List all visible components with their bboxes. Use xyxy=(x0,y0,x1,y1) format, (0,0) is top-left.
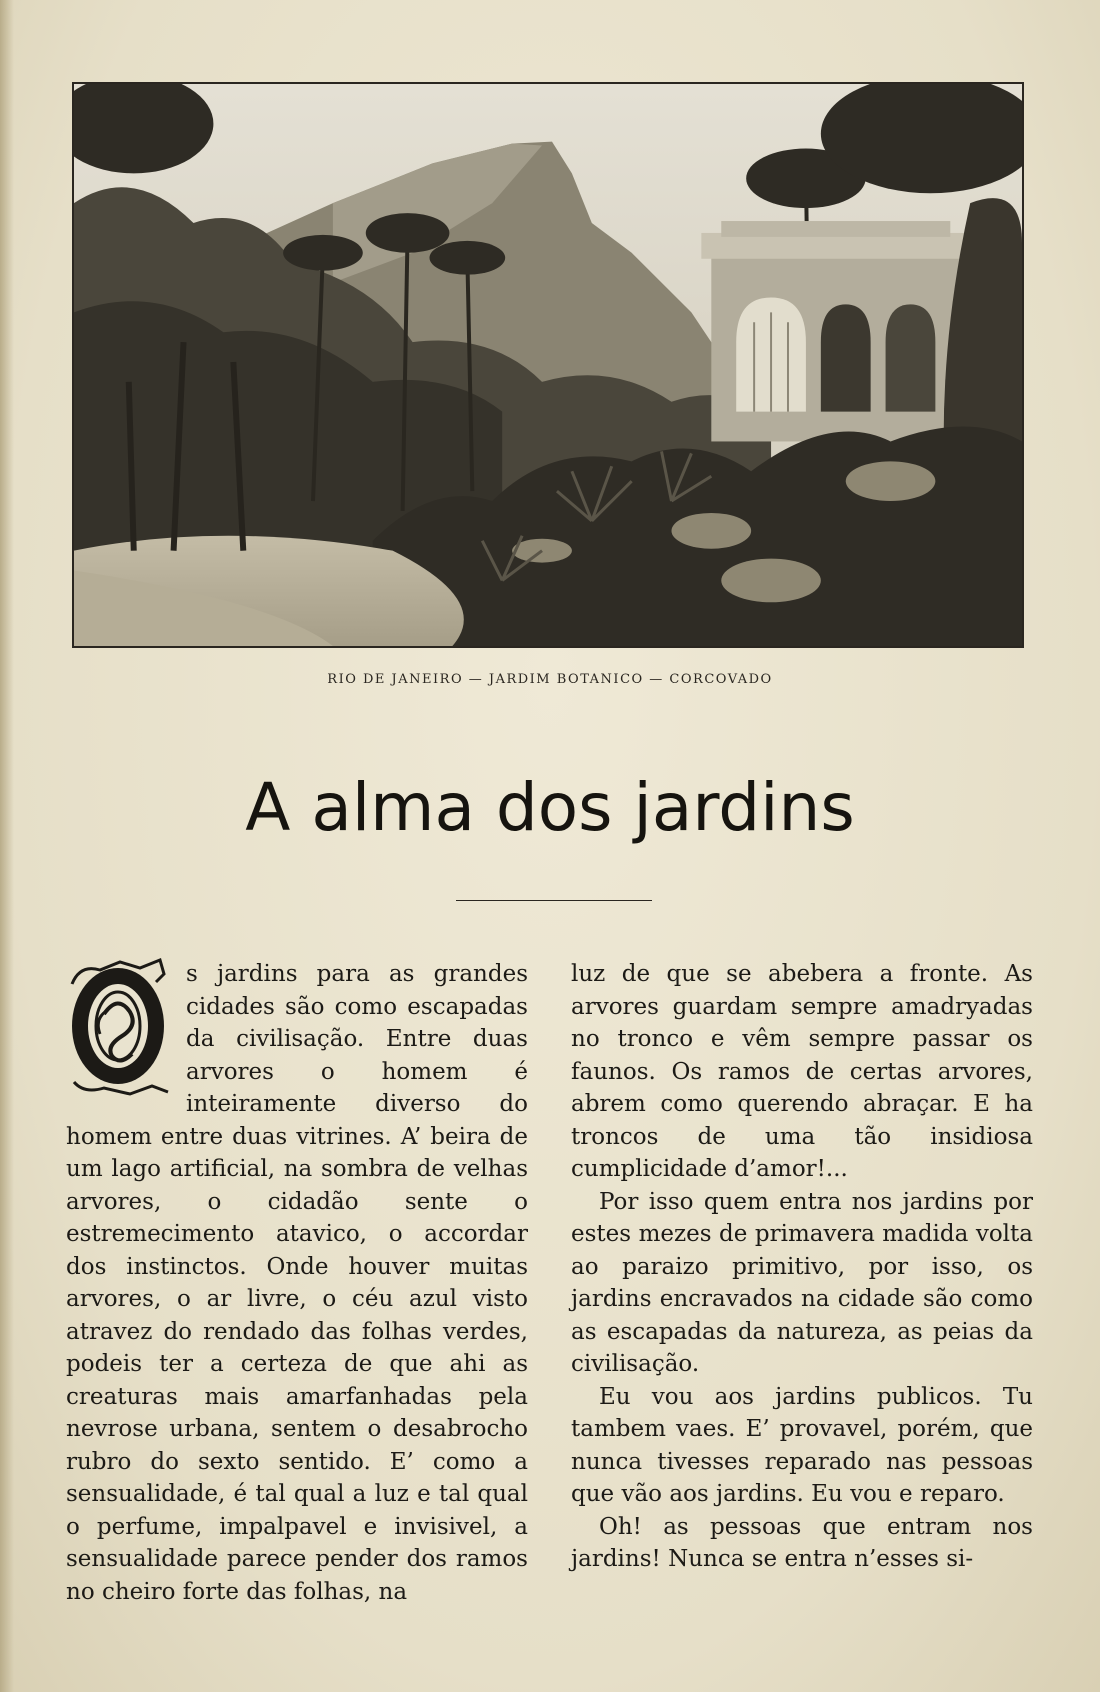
right-text-column xyxy=(571,958,1033,1576)
right-paragraph-2: Por isso quem entra nos jardins por estes mezes de primavera madida volta ao paraizo primitivo, por isso, os jardins encravados na cidade são como as escapadas da natureza, as peias da civilisação. xyxy=(571,1188,1033,1377)
garden-photograph xyxy=(72,82,1024,648)
dropcap-o-ornament xyxy=(60,954,176,1099)
right-paragraph-4: Oh! as pessoas que entram nos jardins! Nunca se entra n’esses si- xyxy=(571,1513,1033,1572)
photograph-illustration xyxy=(74,84,1022,646)
left-text-column xyxy=(66,958,528,1608)
right-paragraph-3: Eu vou aos jardins publicos. Tu tambem vaes. E’ provavel, porém, que nunca tivesses reparado nas pessoas que vão aos jardins. Eu vou e reparo. xyxy=(571,1383,1033,1507)
article-title: A alma dos jardins xyxy=(245,769,855,846)
page-edge-shadow xyxy=(0,0,14,1692)
title-divider xyxy=(456,900,652,901)
ornamental-dropcap xyxy=(60,954,176,1099)
right-paragraph-1: luz de que se abebera a fronte. As arvores guardam sempre amadryadas no tronco e vêm sempre passar os faunos. Os ramos de certas arvores, abrem como querendo abraçar. E ha troncos de uma tão insidiosa cumplicidade d’amor!... xyxy=(571,961,1033,1182)
photo-caption: RIO DE JANEIRO — JARDIM BOTANICO — CORCOVADO xyxy=(327,672,773,687)
pavilion-building xyxy=(701,221,970,441)
left-column-text: s jardins para as grandes cidades são como escapadas da civilisação. Entre duas arvores o homem é inteiramente diverso do homem entre duas vitrines. A’ beira de um lago artificial, na sombra de velhas arvores, o cidadão sente o estremecimento atavico, o accordar dos instinctos. Onde houver muitas arvores, o ar livre, o céu azul visto atravez do rendado das folhas verdes, podeis ter a certeza de que ahi as creaturas mais amarfanhadas pela nevrose urbana, sentem o desabrocho rubro do sexto sentido. E’ como a sensualidade, é tal qual a luz e tal qual o perfume, impalpavel e invisivel, a sensualidade parece pender dos ramos no cheiro forte das folhas, na xyxy=(66,961,528,1605)
